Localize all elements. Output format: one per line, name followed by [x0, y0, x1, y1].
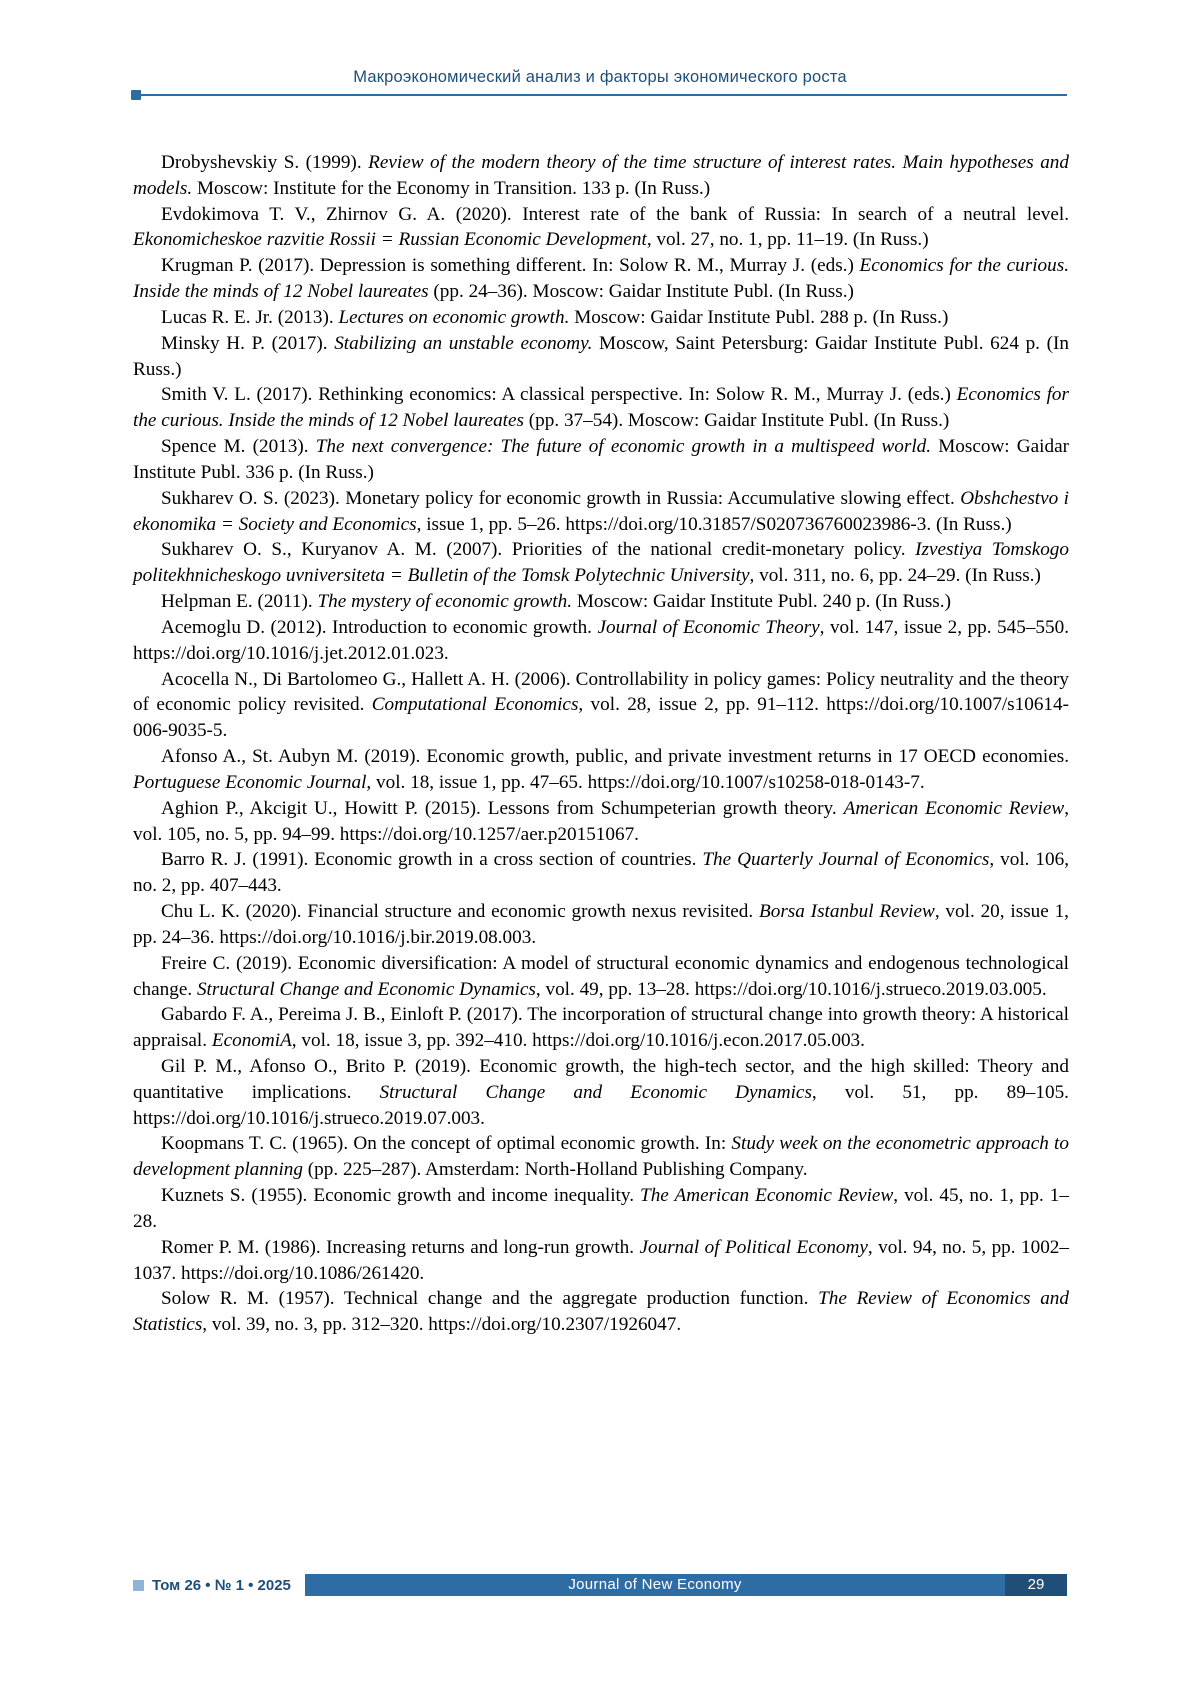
reference-entry: Barro R. J. (1991). Economic growth in a cross section of countries. The Quarterly Journal of Economics, vol. 106, no. 2, pp. 407–443. [133, 849, 1069, 897]
page-footer [133, 1572, 1067, 1598]
reference-entry: Evdokimova T. V., Zhirnov G. A. (2020). Interest rate of the bank of Russia: In search of a neutral level. Ekonomicheskoe razvitie Rossii = Russian Economic Development, vol. 27, no. 1, pp. 11–19. (In Russ.) [133, 203, 1069, 251]
reference-entry: Afonso A., St. Aubyn M. (2019). Economic growth, public, and private investment returns in 17 OECD economies. Portuguese Economic Journal, vol. 18, issue 1, pp. 47–65. https://doi.org/10.1007/s10258-018-0143-7. [133, 746, 1069, 793]
square-marker-icon [133, 1580, 144, 1591]
reference-entry: Spence M. (2013). The next convergence: The future of economic growth in a multispeed world. Moscow: Gaidar Institute Publ. 336 p. (In Russ.) [133, 436, 1070, 483]
header-divider-cap [131, 90, 141, 100]
reference-entry: Freire C. (2019). Economic diversification: A model of structural economic dynamics and endogenous technological change. Structural Change and Economic Dynamics, vol. 49, pp. 13–28. https://doi.org/10.1016/j.strueco.2019.03.005. [133, 952, 1069, 1000]
reference-entry: Acocella N., Di Bartolomeo G., Hallett A. H. (2006). Controllability in policy games: Policy neutrality and the theory of economic policy revisited. Computational Economics, vol. 28, issue 2, pp. 91–112. https://doi.org/10.1007/s10614-006-9035-5. [133, 668, 1069, 742]
reference-entry: Aghion P., Akcigit U., Howitt P. (2015). Lessons from Schumpeterian growth theory. American Economic Review, vol. 105, no. 5, pp. 94–99. https://doi.org/10.1257/aer.p20151067. [133, 797, 1069, 845]
footer-page-number: 29 [1005, 1574, 1067, 1596]
footer-volume-issue-text: Том 26 • № 1 • 2025 [152, 1576, 291, 1594]
reference-entry: Koopmans T. C. (1965). On the concept of optimal economic growth. In: Study week on the econometric approach to development planning (pp. 225–287). Amsterdam: North-Holland Publishing Company. [133, 1133, 1069, 1181]
reference-entry: Acemoglu D. (2012). Introduction to economic growth. Journal of Economic Theory, vol. 147, issue 2, pp. 545–550. https://doi.org/10.1016/j.jet.2012.01.023. [133, 616, 1069, 664]
footer-journal-bar [305, 1574, 1005, 1596]
reference-entry: Krugman P. (2017). Depression is something different. In: Solow R. M., Murray J. (eds.) Economics for the curious. Inside the minds of 12 Nobel laureates (pp. 24–36). Moscow: Gaidar Institute Publ. (In Russ.) [133, 255, 1069, 303]
reference-entry: Chu L. K. (2020). Financial structure and economic growth nexus revisited. Borsa Istanbul Review, vol. 20, issue 1, pp. 24–36. https://doi.org/10.1016/j.bir.2019.08.003. [133, 901, 1069, 948]
footer-journal-name: Journal of New Economy [568, 1576, 742, 1593]
reference-entry: Smith V. L. (2017). Rethinking economics: A classical perspective. In: Solow R. M., Murray J. (eds.) Economics for the curious. Inside the minds of 12 Nobel laureates (pp. 37–54). Moscow: Gaidar Institute Publ. (In Russ.) [133, 384, 1069, 432]
reference-entry: Gabardo F. A., Pereima J. B., Einloft P. (2017). The incorporation of structural change into growth theory: A historical appraisal. EconomiA, vol. 18, issue 3, pp. 392–410. https://doi.org/10.1016/j.econ.2017.05.003. [133, 1004, 1069, 1052]
reference-entry: Romer P. M. (1986). Increasing returns and long-run growth. Journal of Political Economy, vol. 94, no. 5, pp. 1002–1037. https://doi.org/10.1086/261420. [133, 1236, 1069, 1284]
reference-entry: Minsky H. P. (2017). Stabilizing an unstable economy. Moscow, Saint Petersburg: Gaidar Institute Publ. 624 p. (In Russ.) [133, 332, 1069, 380]
reference-entry: Sukharev O. S., Kuryanov A. M. (2007). Priorities of the national credit-monetary policy. Izvestiya Tomskogo politekhnicheskogo uvniversiteta = Bulletin of the Tomsk Polytechnic University, vol. 311, no. 6, pp. 24–29. (In Russ.) [133, 539, 1069, 587]
running-title: Макроэкономический анализ и факторы экономического роста [353, 68, 847, 86]
header-divider [133, 94, 1067, 96]
footer-volume-issue [133, 1572, 291, 1598]
reference-entry: Gil P. M., Afonso O., Brito P. (2019). Economic growth, the high-tech sector, and the high skilled: Theory and quantitative implications. Structural Change and Economic Dynamics, vol. 51, pp. 89–105. https://doi.org/10.1016/j.strueco.2019.07.003. [133, 1055, 1069, 1129]
reference-entry: Solow R. M. (1957). Technical change and the aggregate production function. The Review of Economics and Statistics, vol. 39, no. 3, pp. 312–320. https://doi.org/10.2307/1926047. [133, 1288, 1069, 1336]
reference-entry: Drobyshevskiy S. (1999). Review of the modern theory of the time structure of interest rates. Main hypotheses and models. Moscow: Institute for the Economy in Transition. 133 p. (In Russ.) [133, 152, 1069, 199]
references-list [133, 150, 1069, 1338]
reference-entry: Sukharev O. S. (2023). Monetary policy for economic growth in Russia: Accumulative slowing effect. Obshchestvo i ekonomika = Society and Economics, issue 1, pp. 5–26. https://doi.org/10.31857/S020736760023986-3. (In Russ.) [133, 487, 1069, 535]
reference-entry: Helpman E. (2011). The mystery of economic growth. Moscow: Gaidar Institute Publ. 240 p. (In Russ.) [161, 591, 951, 613]
reference-entry: Lucas R. E. Jr. (2013). Lectures on economic growth. Moscow: Gaidar Institute Publ. 288 p. (In Russ.) [161, 306, 949, 328]
page-header [133, 68, 1067, 108]
reference-entry: Kuznets S. (1955). Economic growth and income inequality. The American Economic Review, vol. 45, no. 1, pp. 1–28. [133, 1185, 1069, 1232]
